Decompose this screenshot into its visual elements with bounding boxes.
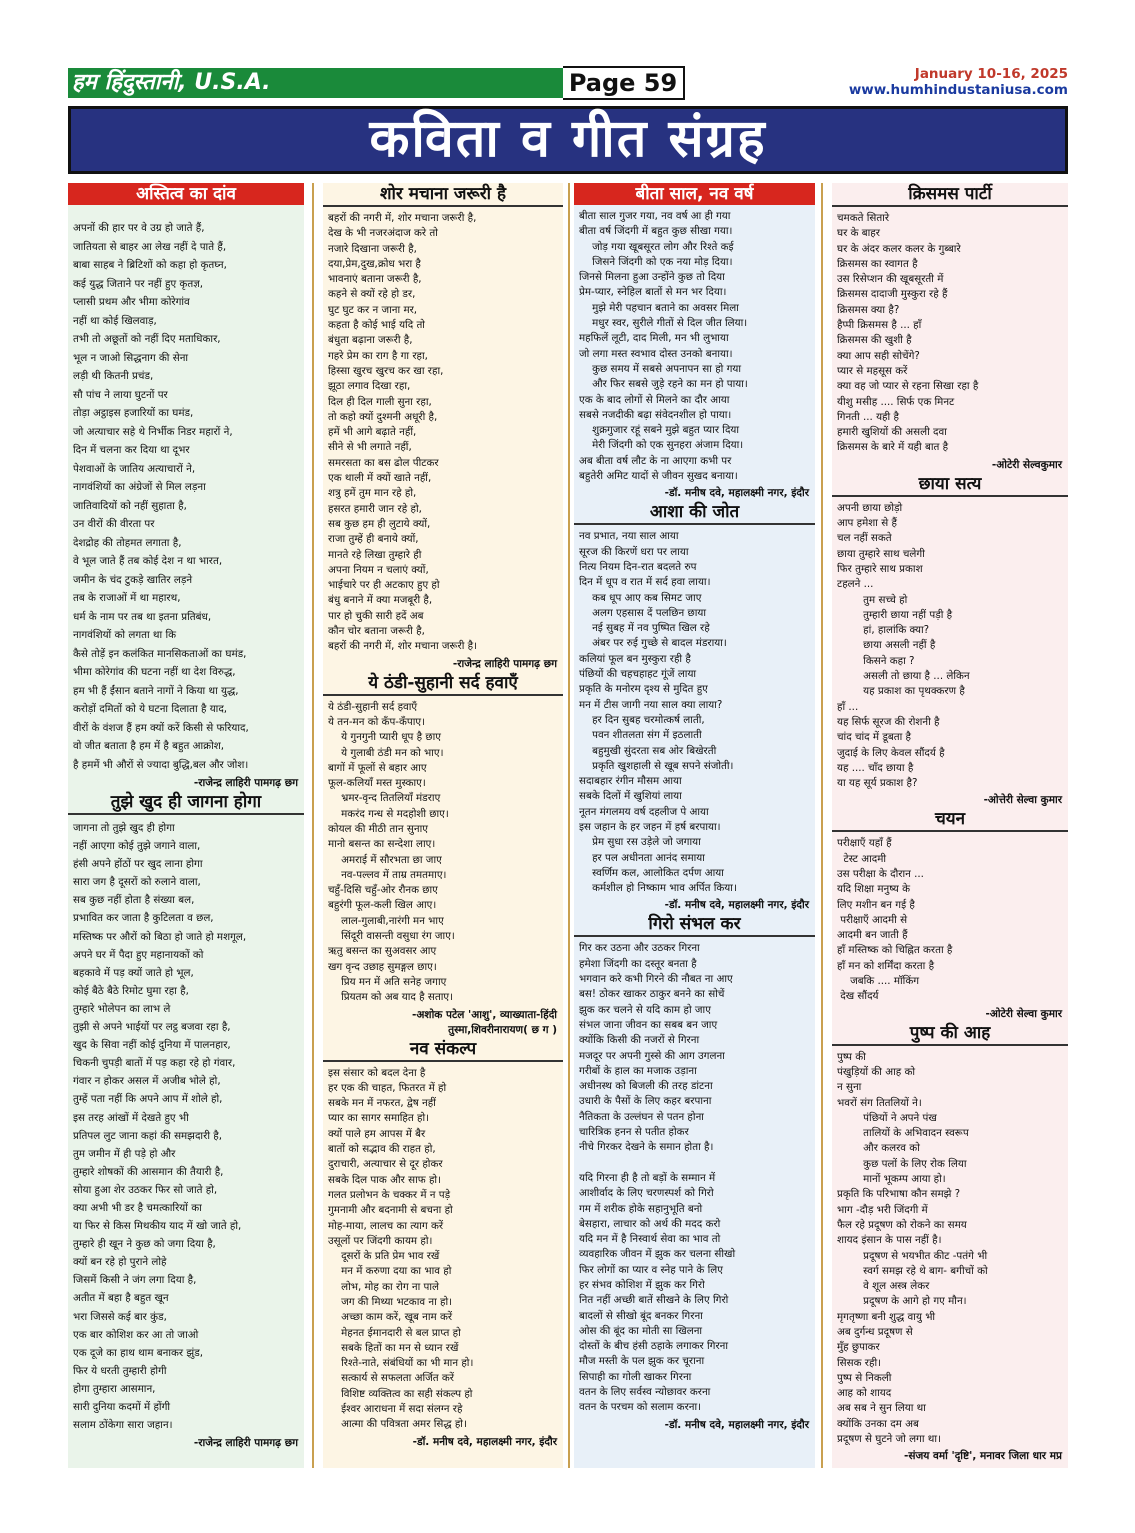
section-title: कविता व गीत संग्रह xyxy=(68,106,1068,174)
masthead xyxy=(68,66,1068,102)
column-2 xyxy=(323,183,563,1468)
column-divider xyxy=(312,183,314,1468)
poem-text: अपनों की हार पर वे उग्र हो जाते हैं, जातियता से बाहर आ लेख नहीं दे पाते हैं, बाबा साहब ने ब्रिटिशों को कहा हो कृतघ्न, कई युद्ध जिताने पर नहीं हुए कृतज्ञ, प्लासी प्रथम और भीमा कोरेगांव नहीं था कोई खिलवाड़, तभी तो अछूतों को नहीं दिए मताधिकार, भूल न जाओ सिद्धनाग की सेना लड़ी थी कितनी प्रचंड, सौ पांच ने लाया घुटनों पर तोड़ा अट्ठाइस हजारियों का घमंड, जो अत्याचार सहे थे निर्भीक निडर महारों ने, दिन में चलना कर दिया था दूभर पेशवाओं के जातिय अत्याचारों ने, नागवंशियों का अंग्रेजों से मिल लड़ना जातिवादियों को नहीं सुहाता है, उन वीरों की वीरता पर देशद्रोह की तोहमत लगाता है, वे भूल जाते हैं तब कोई देश न था भारत, जमीन के चंद टुकड़े खातिर लड़ने तब के राजाओं में था महारथ, धर्म के नाम पर तब था इतना प्रतिबंध, नागवंशियों को लगता था कि कैसे तोड़ें इन कलंकित मानसिकताओं का घमंड, भीमा कोरेगांव की घटना नहीं था देश विरुद्ध, हम भी हैं ईंसान बताने नागों ने किया था युद्ध, करोड़ों दमितों को ये घटना दिलाता है याद, वीरों के वंशज हैं हम क्यों करें किसी से फरियाद, वो जीत बताता है हम में है बहुत आक्रोश, है हममें भी औरों से ज्यादा बुद्धि,बल और जोश। xyxy=(73,222,249,771)
poem-text: परीक्षाएँ यहाँ हैं टेस्ट आदमी उस परीक्षा के दौरान ... यदि शिक्षा मनुष्य के लिए मशीन बन गई है परीक्षाएँ आदमी से आदमी बन जाती हैं हाँ मस्तिष्क को चिह्नित करता है हाँ मन को शर्मिंदा करता है जबकि .... मॉकिंग देख सौंदर्य xyxy=(837,837,953,1003)
issue-date: January 10-16, 2025 xyxy=(914,66,1068,82)
poem-text: गिर कर उठना और उठकर गिरना हमेशा जिंदगी का दस्तूर बनता है भगवान करे कभी गिरने की नौबत ना आए बस! ठोकर खाकर ठाकुर बनने का सोचें झुक कर चलने से यदि काम हो जाए संभल जाना जीवन का सबब बन जाए क्योंकि किसी की नजरों से गिरना मजदूर पर अपनी गुस्से की आग उगलना गरीबों के हाल का मजाक उड़ाना अधीनस्थ को बिजली की तरह डांटना उधारी के पैसों के लिए कहर बरपाना नैतिकता के उल्लंघन से पतन होना चारित्रिक हनन से पतीत होकर नीचे गिरकर देखने के समान होता है। यदि गिरना ही है तो बड़ों के सम्मान में आशीर्वाद के लिए चरणस्पर्श को गिरो गम में शरीक होके सहानुभूति बनो बेसहारा, लाचार को अर्थ की मदद करो यदि मन में है निस्वार्थ सेवा का भाव तो व्यवहारिक जीवन में झुक कर चलना सीखो फिर लोगों का प्यार व स्नेह पाने के लिए हर संभव कोशिश में झुक कर गिरो नित नहीं अच्छी बातें सीखने के लिए गिरो बादलों से सीखो बूंद बनकर गिरना ओस की बूंद का मोती सा खिलना दोस्तों के बीच हंसी ठहाके लगाकर गिरना मौज मस्ती के पल झुक कर चूराना सिपाही का गोली खाकर गिरना वतन के लिए सर्वस्व न्योछावर करना वतन के परचम को सलाम करना। xyxy=(579,942,736,1414)
poem-text: जागना तो तुझे खुद ही होगा नहीं आएगा कोई तुझे जगाने वाला, हंसी अपने होंठों पर खुद लाना होगा सारा जग है दूसरों को रुलाने वाला, सब कुछ नहीं होता है संख्या बल, प्रभावित कर जाता है कुटिलता व छल, मस्तिष्क पर औरों को बिठा हो जाते हो मशगूल, अपने घर में पैदा हुए महानायकों को बहकावे में पड़ क्यों जाते हो भूल, कोई बैठे बैठे रिमोट घुमा रहा है, तुम्हारे भोलेपन का लाभ ले तुझी से अपने भाईयों पर लट्ठ बजवा रहा है, खुद के सिवा नहीं कोई दुनिया में पालनहार, चिकनी चुपड़ी बातों में पड़ कहा रहे हो गंवार, गंवार न होकर असल में अजीब भोले हो, तुम्हें पता नहीं कि अपने आप में शोले हो, इस तरह आंखों में देखते हुए भी प्रतिपल लुट जाना कहां की समझदारी है, तुम जमीन में ही पड़े हो और तुम्हारे शोषकों की आसमान की तैयारी है, सोया हुआ शेर उठकर फिर सो जाते हो, क्या अभी भी डर है चमत्कारियों का या फिर से किस मिथकीय याद में खो जाते हो, तुम्हारे ही खून ने कुछ को जगा दिया है, क्यों बन रहे हो पुराने लोहे जिसमें किसी ने जंग लगा दिया है, अतीत में बहा है बहुत खून भरा जिससे कई बार कुंड, एक बार कोशिश कर आ तो जाओ एक दूजे का हाथ थाम बनाकर झुंड, फिर ये धरती तुम्हारी होगी होगा तुम्हारा आसमान, सारी दुनिया कदमों में होंगी सलाम ठोंकेगा सारा जहान। xyxy=(73,822,247,1432)
poem-author: -डॉ. मनीष दवे, महालक्ष्मी नगर, इंदौर xyxy=(664,1418,809,1431)
poem-title: बीता साल, नव वर्ष xyxy=(574,183,815,205)
poem-author: -ओटेरी सेल्वा कुमार xyxy=(985,1007,1062,1020)
poem-author: -ओत्तेरी सेल्वा कुमार xyxy=(983,794,1062,807)
poem-text: नव प्रभात, नया साल आया सूरज की किरणें धरा पर लाया नित्य नियम दिन-रात बदलते रुप दिन में धूप व रात में सर्द हवा लाया। कब धूप आए कब सिमट जाए अलग एहसास दें पलछिन छाया नई सुबह में नव पुष्पित खिल रहे अंबर पर रुई गुच्छे से बादल मंडराया। कलियां फूल बन मुस्कुरा रही है पंछियों की चहचहाहट गूंजें लाया प्रकृति के मनोरम दृश्य से मुदित हुए मन में टीस जागी नया साल क्या लाया? हर दिन सुबह चरमोत्कर्ष लाती, पवन शीतलता संग में इठलाती बहुमुखी सुंदरता सब ओर बिखेरती प्रकृति खुशहाली से खूब सपने संजोती। सदाबहार रंगीन मौसम आया सबके दिलों में खुशियां लाया नूतन मंगलमय वर्ष दहलीज पे आया इस जहान के हर जहन में हर्ष बरपाया। प्रेम सुधा रस उड़ेले जो जगाया हर पल अधीनता आनंद समाया स्वर्णिम कल, आलोकित दर्पण आया कर्मशील हो निष्काम भाव अर्पित किया। xyxy=(579,530,737,895)
poem-author: -राजेन्द्र लाहिरी पामगढ़ छग xyxy=(193,777,298,789)
poem-text: ये ठंडी-सुहानी सर्द हवाएँ ये तन-मन को कँप-कँपाए। ये गुनगुनी प्यारी धूप है छाए ये गुलाबी ठंडी मन को भाए। बागों में फूलों से बहार आए फूल-कलियाँ मस्त मुस्काए। भ्रमर-वृन्द तितलियाँ मंडराए मकरंद गन्ध से मदहोशी छाए। कोयल की मीठी तान सुनाए मानो बसन्त का सन्देशा लाए। अमराई में सौरभता छा जाए नव-पल्लव में ताम्र तमतमाए। चहुँ-दिसि चहुँ-ओर रौनक छाए बहुरंगी फूल-कली खिल आए। लाल-गुलाबी,नारंगी मन भाए सिंदूरी वासन्ती वसुधा रंग जाए। ऋतु बसन्त का सुअवसर आए खग वृन्द उछाह सुमङ्गल छाए। प्रिय मन में अति सनेह जगाए प्रियतम को अब याद है सताए। xyxy=(328,700,455,1004)
poem-title: अस्तित्व का दांव xyxy=(68,183,304,205)
poem-title: पुष्प की आह xyxy=(832,1022,1068,1046)
poem-author: -संजय वर्मा 'दृष्टि', मनावर जिला धार मप्र xyxy=(904,1450,1062,1463)
poem-title: ये ठंडी-सुहानी सर्द हवाएँ xyxy=(323,672,563,696)
poem-title: गिरो संभल कर xyxy=(574,913,815,937)
column-divider xyxy=(568,183,570,1468)
poem-title: चयन xyxy=(832,808,1068,832)
poem-text: बहरों की नगरी में, शोर मचाना जरूरी है, देख के भी नजरअंदाज करे तो नजारे दिखाना जरूरी है, दया,प्रेम,दुख,क्रोध भरा है भावनाएं बताना जरूरी है, कहने से क्यों रहे हो डर, घुट घुट कर न जाना मर, कहता है कोई भाई यदि तो बंधुता बढ़ाना जरूरी है, गहरे प्रेम का राग है गा रहा, हिस्सा खुरच खुरच कर खा रहा, झूठा लगाव दिखा रहा, दिल ही दिल गाली सुना रहा, तो कहो क्यों दुश्मनी अधूरी है, हमें भी आगे बढ़ाते नहीं, सीने से भी लगाते नहीं, समरसता का बस ढोल पीटकर एक थाली में क्यों खाते नहीं, शत्रु हमें तुम मान रहे हो, हसरत हमारी जान रहे हो, सब कुछ हम ही लुटाये क्यों, राजा तुम्हें ही बनाये क्यों, मानते रहे लिखा तुम्हारे ही अपना नियम न चलाएं क्यों, भाईचारे पर ही अटकाए हुए हो बंधु बनाने में क्या मजबूरी है, पार हो चुकी सारी हदें अब कौन चोर बताना जरूरी है, बहरों की नगरी में, शोर मचाना जरूरी है। xyxy=(328,212,478,653)
poem-author: -ओटेरी सेल्वकुमार xyxy=(991,458,1062,471)
poem-author: -डॉ. मनीष दवे, महालक्ष्मी नगर, इंदौर xyxy=(412,1435,557,1448)
column-3 xyxy=(574,183,815,1468)
poem-title: शोर मचाना जरूरी है xyxy=(323,183,563,207)
poem-title: आशा की जोत xyxy=(574,501,815,525)
date-block xyxy=(849,66,1068,98)
poem-title: छाया सत्य xyxy=(832,473,1068,497)
poem-text: पुष्प की पंखुड़ियों की आह को न सुना भवरों संग तितलियों ने। पंछियों ने अपने पंख तालियों के अभिवादन स्वरूप और कलरव को कुछ पलों के लिए रोक लिया मानों भूकम्प आया हो। प्रकृति कि परिभाषा कौन समझे ? भाग -दौड़ भरी जिंदगी में फैल रहे प्रदूषण को रोकने का समय शायद इंसान के पास नहीं है। प्रदूषण से भयभीत कीट -पतंगे भी स्वर्ग समझ रहे थे बाग- बगीचों को वे शूल अस्त्र लेकर प्रदूषण के आगे हो गए मौन। मृगतृष्णा बनी शुद्ध वायु भी अब दुर्गन्ध प्रदूषण से मुँह छुपाकर सिसक रही। पुष्प से निकली आह को शायद अब सब ने सुन लिया था क्योंकि उनका दम अब प्रदूषण से घुटने जो लगा था। xyxy=(837,1050,988,1446)
poem-text: बीता साल गुजर गया, नव वर्ष आ ही गया बीता वर्ष जिंदगी में बहुत कुछ सीखा गया। जोड़ गया खूबसूरत लोग और रिश्ते कई जिसने जिंदगी को एक नया मोड़ दिया। जिनसे मिलना हुआ उन्होंने कुछ तो दिया प्रेम-प्यार, स्नेहिल बातों से मन भर दिया। मुझे मेरी पहचान बताने का अवसर मिला मधुर स्वर, सुरीले गीतों से दिल जीत लिया। महफिलें लूटी, दाद मिली, मन भी लुभाया जो लगा मस्त स्वभाव दोस्त उनको बनाया। कुछ समय में सबसे अपनापन सा हो गया और फिर सबसे जुड़े रहने का मन हो पाया। एक के बाद लोगों से मिलने का दौर आया सबसे नजदीकी बढ़ा संवेदनशील हो पाया। शुक्रगुजार रहूं सबने मुझे बहुत प्यार दिया मेरी जिंदगी को एक सुनहरा अंजाम दिया। अब बीता वर्ष लौट के ना आएगा कभी पर बहुतेरी अमिट यादों से जीवन सुखद बनाया। xyxy=(579,210,748,483)
poem-title: तुझे खुद ही जागना होगा xyxy=(68,791,304,815)
poem-author: -डॉ. मनीष दवे, महालक्ष्मी नगर, इंदौर xyxy=(664,487,809,500)
poem-title: नव संकल्प xyxy=(323,1038,563,1062)
poem-author: -राजेन्द्र लाहिरी पामगढ़ छग xyxy=(452,657,557,670)
paper-name: हम हिंदुस्तानी, U.S.A. xyxy=(68,68,608,98)
poem-title: क्रिसमस पार्टी xyxy=(832,183,1068,207)
poem-author: -अशोक पटेल 'आशु', व्याख्याता-हिंदी तुस्मा,शिवरीनारायण( छ ग ) xyxy=(412,1008,557,1036)
column-4 xyxy=(832,183,1068,1468)
poem-author: -डॉ. मनीष दवे, महालक्ष्मी नगर, इंदौर xyxy=(664,899,809,912)
website-link[interactable]: www.humhindustaniusa.com xyxy=(848,82,1068,98)
column-1 xyxy=(68,183,304,1468)
column-divider xyxy=(821,183,823,1468)
poem-text: इस संसार को बदल देना है हर एक की चाहत, फितरत में हो सबके मन में नफरत, द्वेष नहीं प्यार का सागर समाहित हो। क्यों पाले हम आपस में बैर बातों को सद्भाव की राहत हो, दुराचारी, अत्याचार से दूर होकर सबके दिल पाक और साफ हो। गलत प्रलोभन के चक्कर में न पड़े गुमनामी और बदनामी से बचना हो मोह-माया, लालच का त्याग करें उसूलों पर जिंदगी कायम हो। दूसरों के प्रति प्रेम भाव रखें मन में करुणा दया का भाव हो लोभ, मोह का रोग ना पाले जग की मिथ्या भटकाव ना हो। अच्छा काम करें, खूब नाम करें मेहनत ईमानदारी से बल प्राप्त हो सबके हितों का मन से ध्यान रखें रिश्ते-नाते, संबंधियों का भी मान हो। सत्कार्य से सफलता अर्जित करें विशिष्ट व्यक्तित्व का सही संकल्प हो ईश्वर आराधना में सदा संलग्न रहे आत्मा की पवित्रता अमर सिद्ध हो। xyxy=(328,1066,474,1431)
poem-text: चमकते सितारे घर के बाहर घर के अंदर कलर कलर के गुब्बारे क्रिसमस का स्वागत है उस रिसेप्शन की खूबसूरती में क्रिसमस दादाजी मुस्कुरा रहे हैं क्रिसमस क्या है? हैप्पी क्रिसमस है ... हाँ क्रिसमस की खुशी है क्या आप सही सोचेंगे? प्यार से महसूस करें क्या वह जो प्यार से रहना सिखा रहा है यीशु मसीह .... सिर्फ एक मिनट गिनती ... यही है हमारी खुशियों की असली दवा क्रिसमस के बारे में यही बात है xyxy=(837,212,979,454)
poem-author: -राजेन्द्र लाहिरी पामगढ़ छग xyxy=(193,1437,298,1450)
poem-text: अपनी छाया छोड़ो आप हमेशा से हैं चल नहीं सकते छाया तुम्हारे साथ चलेगी फिर तुम्हारे साथ प्रकाश टहलने ... तुम सच्चे हो तुम्हारी छाया नहीं पड़ी है हां, हालांकि क्या? छाया असली नहीं है किसने कहा ? असली तो छाया है ... लेकिन यह प्रकाश का पृथक्करण है हाँ ... यह सिर्फ सूरज की रोशनी है चांद चांद में डूबता है जुदाई के लिए केवल सौंदर्य है यह .... चाँद छाया है या यह सूर्य प्रकाश है? xyxy=(837,501,970,790)
page-number: Page 59 xyxy=(563,66,685,100)
